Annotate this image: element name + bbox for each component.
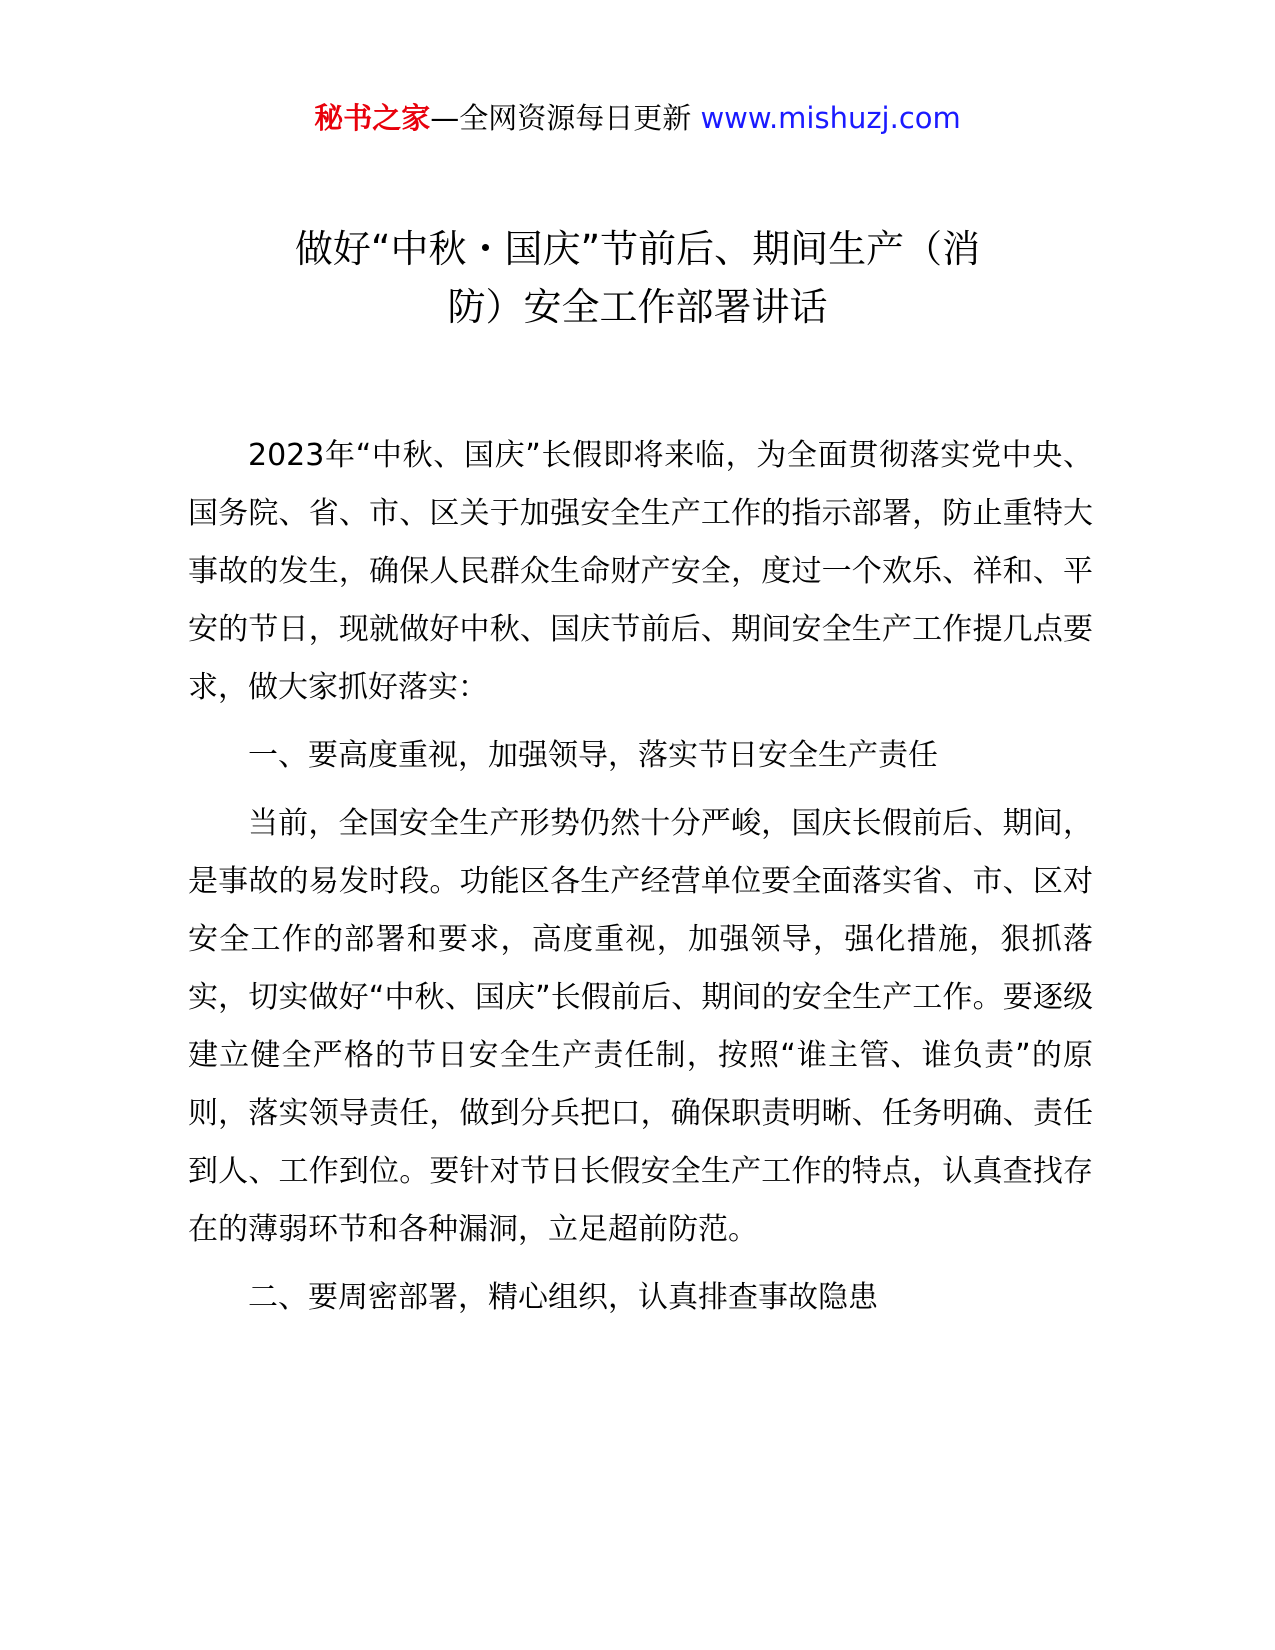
brand-name: 秘书之家 xyxy=(314,101,431,135)
intro-paragraph: 2023年“中秋、国庆”长假即将来临，为全面贯彻落实党中央、国务院、省、市、区关于加强安全生产工作的指示部署，防止重特大事故的发生，确保人民群众生命财产安全，度过一个欢乐、祥和、平安的节日，现就做好中秋、国庆节前后、期间安全生产工作提几点要求，做大家抓好落实： xyxy=(188,438,1093,705)
title-line-1: 做好“中秋・国庆”节前后、期间生产（消 xyxy=(294,227,981,271)
section-1-paragraph: 当前，全国安全生产形势仍然十分严峻，国庆长假前后、期间，是事故的易发时段。功能区各生产经营单位要全面落实省、市、区对安全工作的部署和要求，高度重视，加强领导，强化措施，狠抓落实，切实做好“中秋、国庆”长假前后、期间的安全生产工作。要逐级建立健全严格的节日安全生产责任制，按照“谁主管、谁负责”的原则，落实领导责任，做到分兵把口，确保职责明晰、任务明确、责任到人、工作到位。要针对节日长假安全生产工作的特点，认真查找存在的薄弱环节和各种漏洞，立足超前防范。 xyxy=(188,806,1093,1247)
document-body xyxy=(188,427,1093,1337)
section-2-heading: 二、要周密部署，精心组织，认真排查事故隐患 xyxy=(248,1280,878,1315)
section-1-heading: 一、要高度重视，加强领导，落实节日安全生产责任 xyxy=(248,738,938,773)
header-tagline: —全网资源每日更新 xyxy=(430,101,692,135)
site-header xyxy=(0,98,1275,138)
document-title xyxy=(150,220,1125,336)
title-line-2: 防）安全工作部署讲话 xyxy=(447,285,828,329)
site-url-link[interactable]: www.mishuzj.com xyxy=(700,101,961,135)
